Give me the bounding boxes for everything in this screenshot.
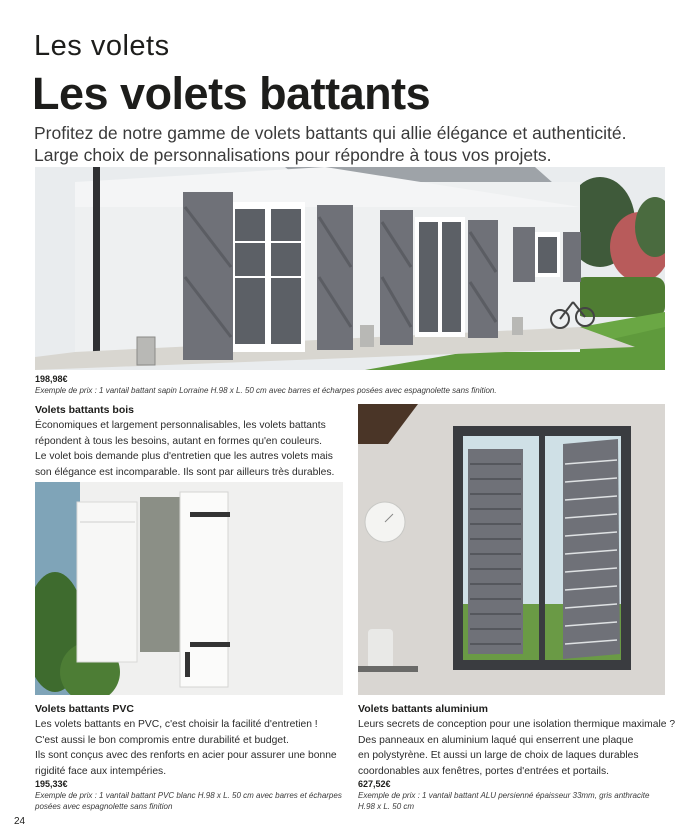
bois-line: répondent à tous les besoins, autant en formes qu'en couleurs.: [35, 435, 323, 447]
alu-title: Volets battants aluminium: [358, 703, 488, 715]
intro-line: Profitez de notre gamme de volets battants qui allie élégance et authenticité.: [34, 123, 627, 143]
bois-text: [35, 418, 355, 480]
pvc-text: [35, 717, 355, 779]
intro-paragraph: [34, 122, 674, 166]
pvc-shutter-illustration: [35, 482, 343, 695]
pvc-line: C'est aussi le bon compromis entre durabilité et budget.: [35, 734, 289, 746]
page-title: Les volets battants: [32, 68, 431, 119]
bois-line: Économiques et largement personnalisables, les volets battants: [35, 420, 326, 431]
alu-caption-line: H.98 x L. 50 cm: [358, 802, 415, 811]
alu-price: 627,52€: [358, 779, 391, 789]
main-price: 198,98€: [35, 374, 68, 384]
pvc-caption-line: posées avec espagnolette sans finition: [35, 802, 173, 811]
alu-photo: [358, 404, 665, 695]
intro-line: Large choix de personnalisations pour répondre à tous vos projets.: [34, 145, 552, 165]
bois-line: Le volet bois demande plus d'entretien que les autres volets mais: [35, 451, 333, 462]
house-illustration: [35, 167, 665, 370]
alu-line: coordonables aux fenêtres, portes d'entrées et portails.: [358, 765, 609, 777]
section-kicker: Les volets: [34, 30, 170, 62]
alu-line: en polystyrène. Et aussi un large de choix de laques durables: [358, 750, 639, 761]
alu-line: Des panneaux en aluminium laqué qui enserrent une plaque: [358, 734, 634, 746]
bois-title: Volets battants bois: [35, 404, 134, 416]
bois-line: son élégance est incomparable. Ils sont par ailleurs très durables.: [35, 466, 335, 478]
main-caption: Exemple de prix : 1 vantail battant sapin Lorraine H.98 x L. 50 cm avec barres et écharpes posées avec espagnolette sans finition.: [35, 386, 497, 395]
alu-caption: [358, 790, 678, 812]
alu-text: [358, 717, 678, 779]
pvc-line: Ils sont conçus avec des renforts en acier pour assurer une bonne: [35, 750, 337, 761]
page-number: 24: [14, 816, 26, 827]
house-photo: [35, 167, 665, 370]
alu-line: Leurs secrets de conception pour une isolation thermique maximale ?: [358, 719, 676, 730]
pvc-caption-line: Exemple de prix : 1 vantail battant PVC blanc H.98 x L. 50 cm avec barres et écharpes: [35, 791, 342, 800]
pvc-caption: [35, 790, 355, 812]
pvc-title: Volets battants PVC: [35, 703, 134, 715]
pvc-line: rigidité face aux intempéries.: [35, 765, 167, 777]
pvc-photo: [35, 482, 343, 695]
alu-caption-line: Exemple de prix : 1 vantail battant ALU persienné épaisseur 33mm, gris anthracite: [358, 791, 650, 800]
pvc-price: 195,33€: [35, 779, 68, 789]
alu-shutter-illustration: [358, 404, 665, 695]
pvc-line: Les volets battants en PVC, c'est choisir la facilité d'entretien !: [35, 719, 318, 730]
